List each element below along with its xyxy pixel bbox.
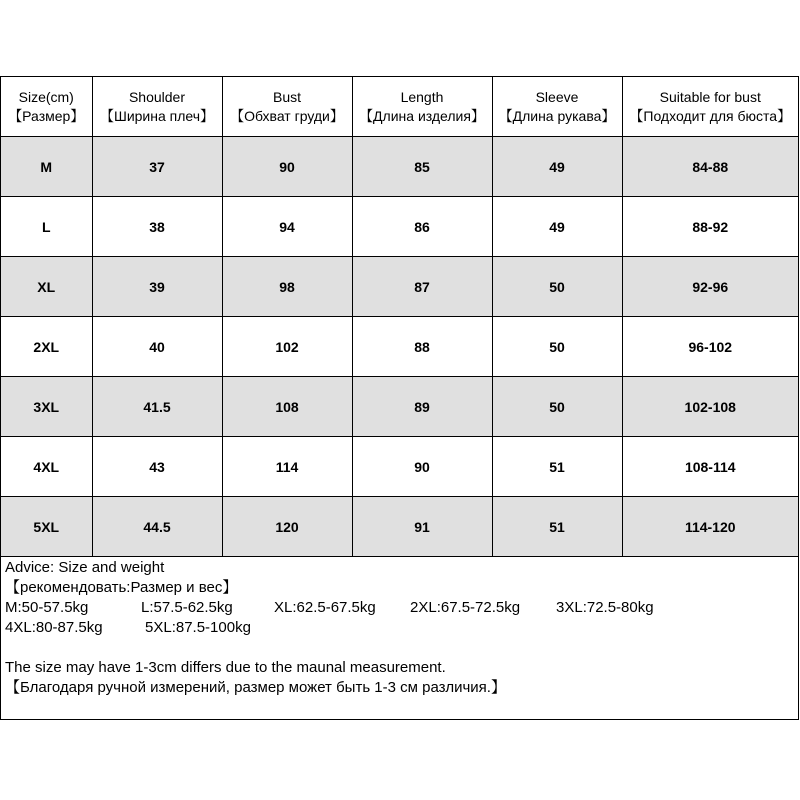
header-bust	[222, 77, 352, 137]
table-row	[1, 197, 798, 257]
cell-sleeve: 51	[492, 437, 622, 497]
header-suitable-bust	[622, 77, 798, 137]
cell-sleeve: 51	[492, 497, 622, 557]
table-row	[1, 317, 798, 377]
header-sleeve	[492, 77, 622, 137]
cell-bust: 98	[222, 257, 352, 317]
cell-sleeve: 50	[492, 257, 622, 317]
cell-length: 86	[352, 197, 492, 257]
cell-sleeve: 50	[492, 377, 622, 437]
size-table	[1, 77, 798, 557]
cell-suitable-bust: 102-108	[622, 377, 798, 437]
header-sleeve-en: Sleeve	[535, 88, 579, 105]
cell-suitable-bust: 96-102	[622, 317, 798, 377]
header-bust-en: Bust	[272, 88, 301, 105]
cell-suitable-bust: 92-96	[622, 257, 798, 317]
cell-size: L	[1, 197, 92, 257]
cell-shoulder: 41.5	[92, 377, 222, 437]
header-length-ru: 【Длина изделия】	[359, 107, 485, 124]
table-row	[1, 497, 798, 557]
cell-shoulder: 44.5	[92, 497, 222, 557]
cell-size: M	[1, 137, 92, 197]
table-row	[1, 257, 798, 317]
weight-l: L:57.5-62.5kg	[141, 599, 233, 616]
cell-shoulder: 37	[92, 137, 222, 197]
cell-bust: 114	[222, 437, 352, 497]
cell-length: 89	[352, 377, 492, 437]
cell-length: 85	[352, 137, 492, 197]
weight-row-1	[5, 598, 795, 618]
header-size	[1, 77, 92, 137]
table-row	[1, 437, 798, 497]
size-chart	[0, 76, 799, 720]
header-length-en: Length	[400, 88, 444, 105]
cell-length: 87	[352, 257, 492, 317]
cell-size: 2XL	[1, 317, 92, 377]
cell-bust: 102	[222, 317, 352, 377]
weight-3xl: 3XL:72.5-80kg	[556, 599, 654, 616]
table-row	[1, 377, 798, 437]
header-suitable-bust-en: Suitable for bust	[659, 88, 761, 105]
weight-xl: XL:62.5-67.5kg	[274, 599, 376, 616]
weight-4xl: 4XL:80-87.5kg	[5, 619, 103, 636]
cell-sleeve: 49	[492, 197, 622, 257]
cell-length: 91	[352, 497, 492, 557]
cell-bust: 90	[222, 137, 352, 197]
weight-2xl: 2XL:67.5-72.5kg	[410, 599, 521, 616]
cell-size: XL	[1, 257, 92, 317]
cell-shoulder: 38	[92, 197, 222, 257]
cell-length: 88	[352, 317, 492, 377]
header-shoulder	[92, 77, 222, 137]
header-size-en: Size(cm)	[18, 88, 74, 105]
header-suitable-bust-ru: 【Подходит для бюста】	[629, 107, 792, 124]
cell-suitable-bust: 88-92	[622, 197, 798, 257]
advice-heading-en: Advice: Size and weight	[5, 559, 165, 576]
measurement-note-en: The size may have 1-3cm differs due to the maunal measurement.	[5, 659, 446, 676]
cell-bust: 108	[222, 377, 352, 437]
header-size-ru: 【Размер】	[8, 107, 85, 124]
notes-section	[5, 558, 795, 698]
cell-suitable-bust: 84-88	[622, 137, 798, 197]
cell-shoulder: 43	[92, 437, 222, 497]
header-shoulder-en: Shoulder	[128, 88, 186, 105]
cell-suitable-bust: 108-114	[622, 437, 798, 497]
table-row	[1, 137, 798, 197]
cell-bust: 120	[222, 497, 352, 557]
cell-sleeve: 49	[492, 137, 622, 197]
measurement-note-ru: 【Благодаря ручной измерений, размер может быть 1-3 см различия.】	[5, 679, 506, 696]
table-header-row	[1, 77, 798, 137]
weight-row-2	[5, 618, 795, 638]
cell-sleeve: 50	[492, 317, 622, 377]
cell-shoulder: 39	[92, 257, 222, 317]
cell-length: 90	[352, 437, 492, 497]
cell-size: 5XL	[1, 497, 92, 557]
header-bust-ru: 【Обхват груди】	[230, 107, 344, 124]
cell-shoulder: 40	[92, 317, 222, 377]
cell-size: 3XL	[1, 377, 92, 437]
cell-suitable-bust: 114-120	[622, 497, 798, 557]
weight-5xl: 5XL:87.5-100kg	[145, 619, 251, 636]
header-length	[352, 77, 492, 137]
header-shoulder-ru: 【Ширина плеч】	[99, 107, 215, 124]
cell-bust: 94	[222, 197, 352, 257]
cell-size: 4XL	[1, 437, 92, 497]
weight-m: M:50-57.5kg	[5, 599, 89, 616]
spacer	[5, 638, 795, 658]
header-sleeve-ru: 【Длина рукава】	[498, 107, 616, 124]
advice-heading-ru: 【рекомендовать:Размер и вес】	[5, 579, 238, 596]
